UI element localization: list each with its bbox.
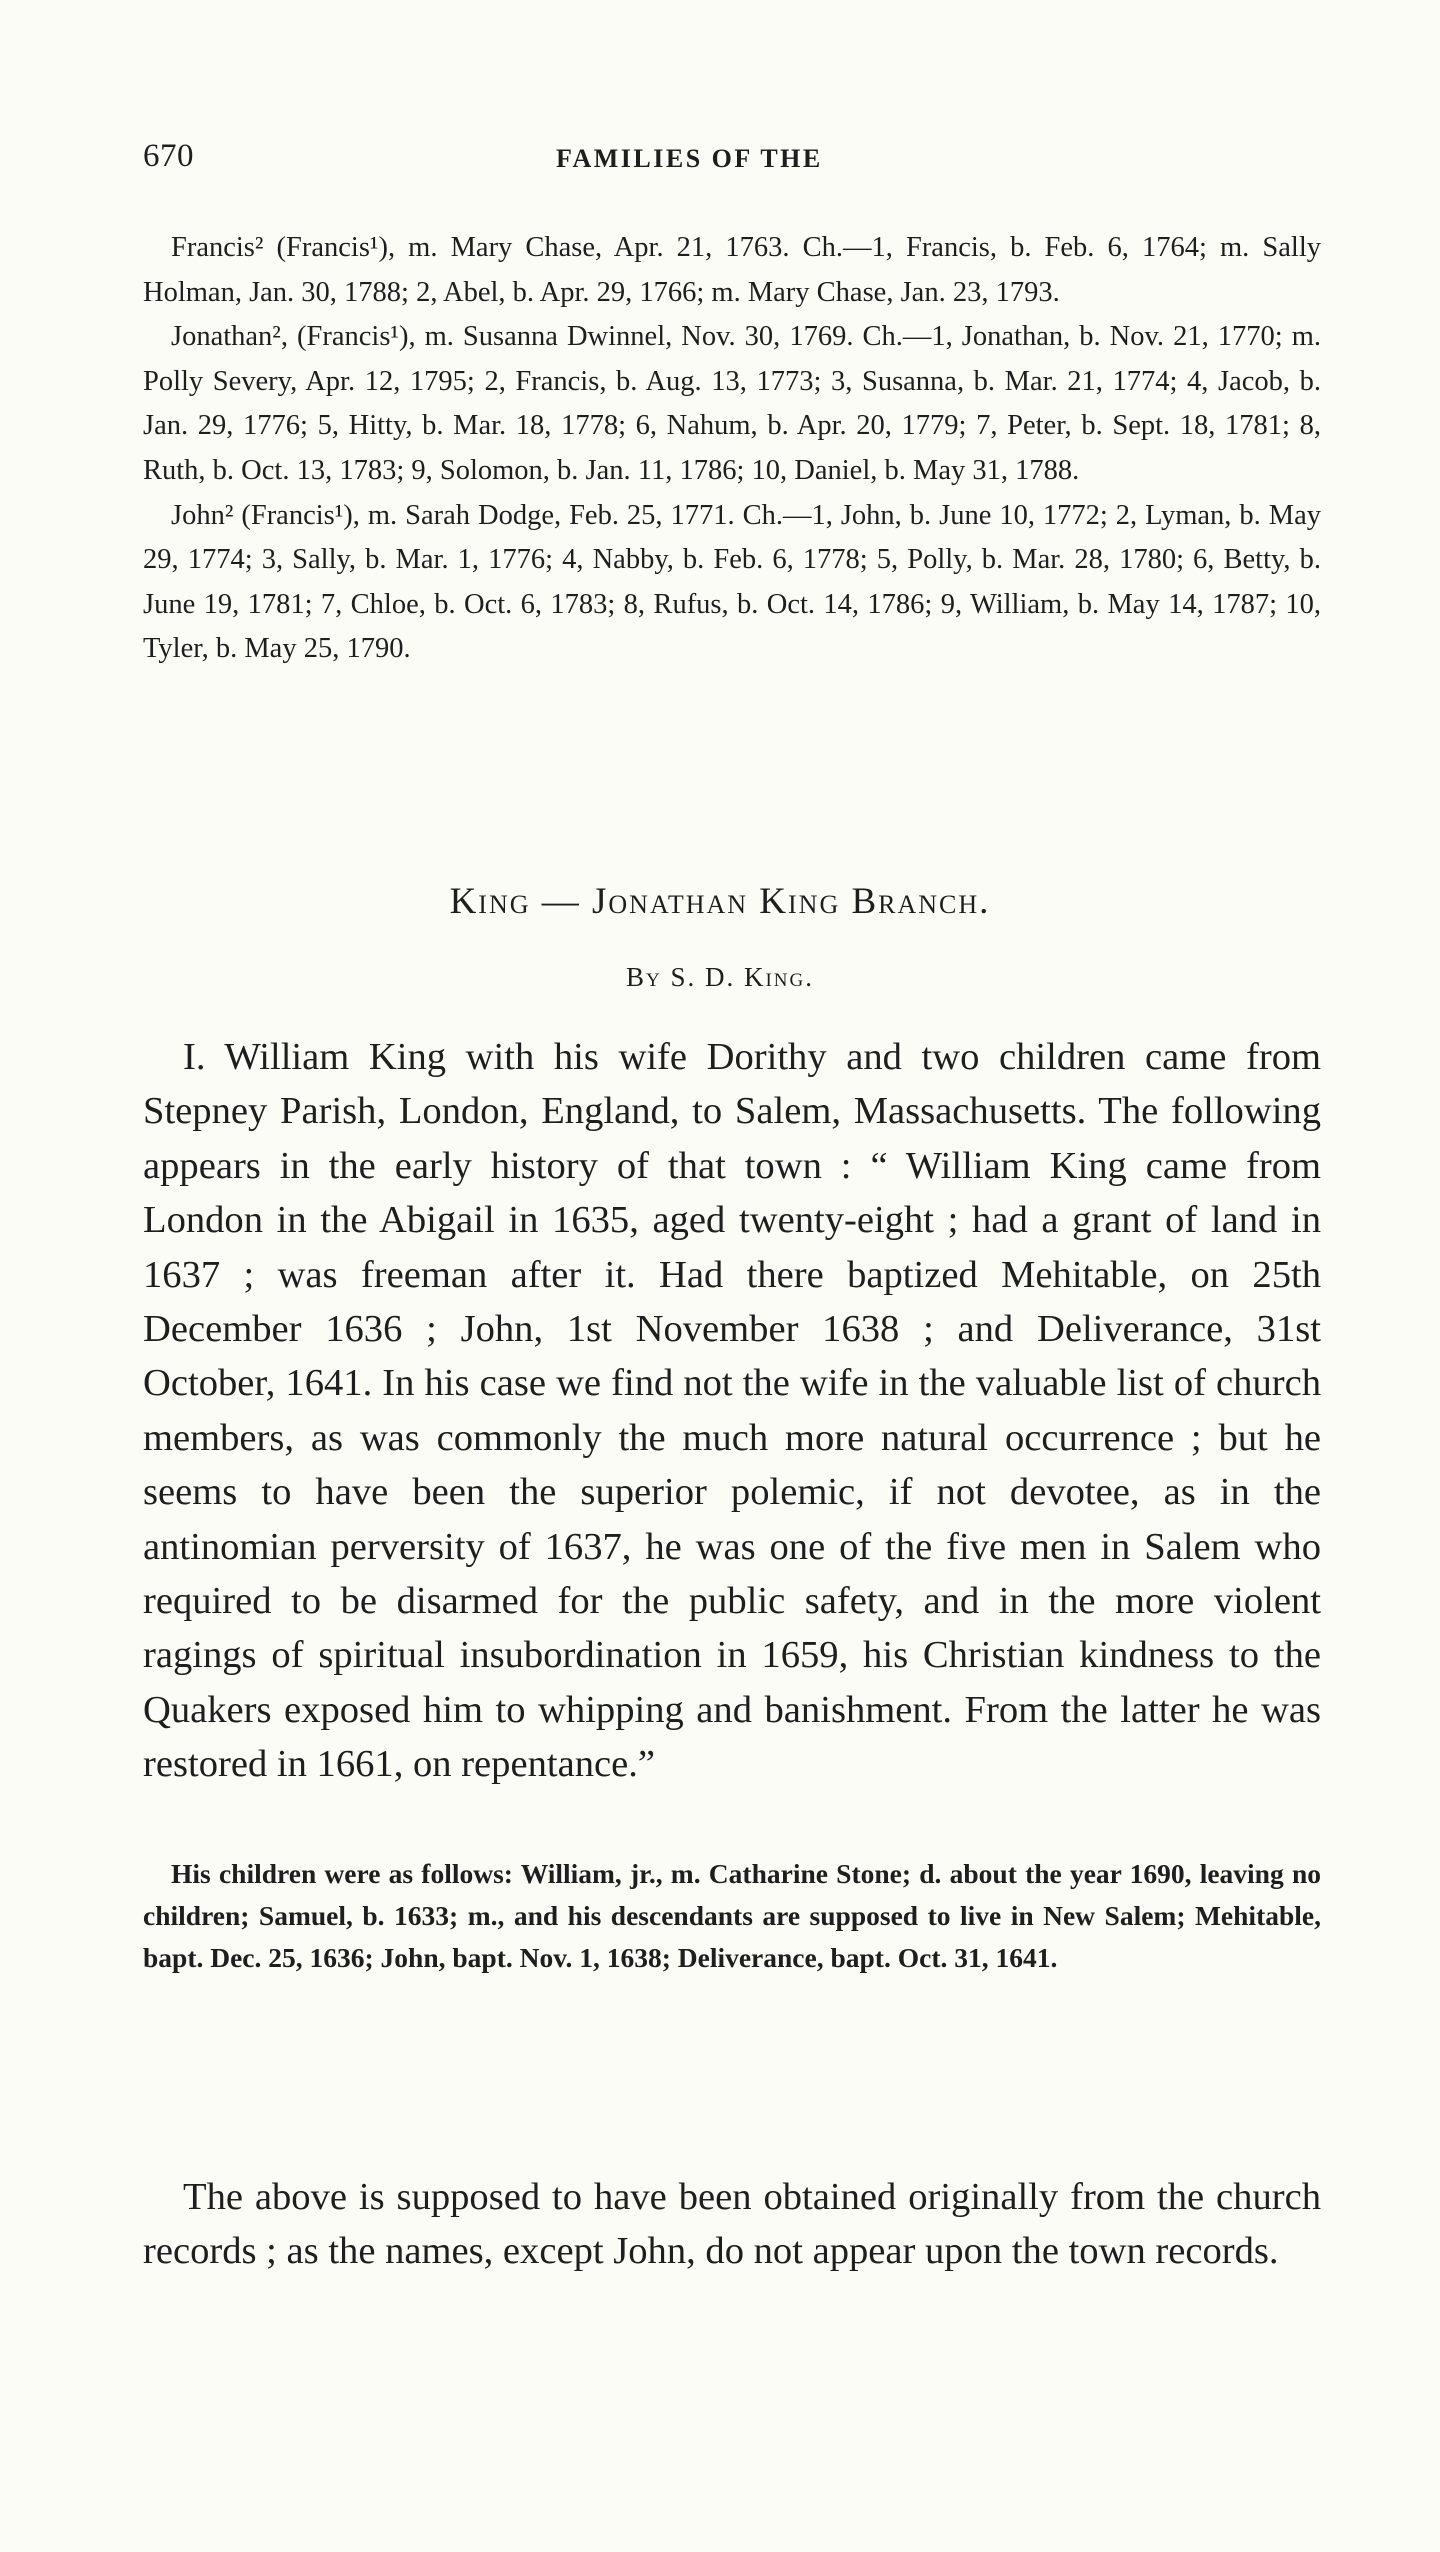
page-number: 670 — [143, 138, 194, 174]
main-paragraph: I. William King with his wife Dorithy and two children came from Stepney Parish, London, England, to Salem, Massachusetts. The following appears in the early history of that town : “ William King came from London in the Abigail in 1635, aged twenty-eight ; had a grant of land in 1637 ; was freeman after it. Had there baptized Mehitable, on 25th December 1636 ; John, 1st November 1638 ; and Deliverance, 31st October, 1641. In his case we find not the wife in the valuable list of church members, as was commonly the much more natural occurrence ; but he seems to have been the superior polemic, if not devotee, as in the antinomian perversity of 1637, he was one of the five men in Salem who required to be disarmed for the public safety, and in the more violent ragings of spiritual insubordination in 1659, his Christian kindness to the Quakers exposed him to whipping and banishment. From the latter he was restored in 1661, on repentance.” — [143, 1036, 1321, 1786]
genealogy-entry-jonathan: Jonathan², (Francis¹), m. Susanna Dwinnel, Nov. 30, 1769. Ch.—1, Jonathan, b. Nov. 21, 1770; m. Polly Severy, Apr. 12, 1795; 2, Francis, b. Aug. 13, 1773; 3, Susanna, b. Mar. 21, 1774; 4, Jacob, b. Jan. 29, 1776; 5, Hitty, b. Mar. 18, 1778; 6, Nahum, b. Apr. 20, 1779; 7, Peter, b. Sept. 18, 1781; 8, Ruth, b. Oct. 13, 1783; 9, Solomon, b. Jan. 11, 1786; 10, Daniel, b. May 31, 1788. — [143, 321, 1321, 486]
section-title: King — Jonathan King Branch. — [449, 881, 991, 922]
genealogy-entry-john: John² (Francis¹), m. Sarah Dodge, Feb. 25, 1771. Ch.—1, John, b. June 10, 1772; 2, Lyman, b. May 29, 1774; 3, Sally, b. Mar. 1, 1776; 4, Nabby, b. Feb. 6, 1778; 5, Polly, b. Mar. 28, 1780; 6, Betty, b. June 19, 1781; 7, Chloe, b. Oct. 6, 1783; 8, Rufus, b. Oct. 14, 1786; 9, William, b. May 14, 1787; 10, Tyler, b. May 25, 1790. — [143, 499, 1321, 665]
children-note-paragraph: His children were as follows: William, jr., m. Catharine Stone; d. about the year 1690, leaving no children; Samuel, b. 1633; m., and his descendants are supposed to live in New Salem; Mehitable, bapt. Dec. 25, 1636; John, bapt. Nov. 1, 1638; Deliverance, bapt. Oct. 31, 1641. — [143, 1858, 1321, 1973]
running-head: FAMILIES OF THE — [556, 144, 823, 173]
closing-paragraph: The above is supposed to have been obtained originally from the church records ; as the names, except John, do not appear upon the town records. — [143, 2176, 1321, 2273]
genealogy-entry-francis: Francis² (Francis¹), m. Mary Chase, Apr. 21, 1763. Ch.—1, Francis, b. Feb. 6, 1764; m. Sally Holman, Jan. 30, 1788; 2, Abel, b. Apr. 29, 1766; m. Mary Chase, Jan. 23, 1793. — [143, 232, 1321, 308]
closing-body — [143, 2170, 1321, 2279]
page-header — [143, 138, 1313, 182]
section-byline: By S. D. King. — [625, 962, 814, 992]
children-note — [143, 1853, 1321, 1979]
main-body — [143, 1030, 1321, 1792]
genealogy-entries — [143, 226, 1321, 672]
